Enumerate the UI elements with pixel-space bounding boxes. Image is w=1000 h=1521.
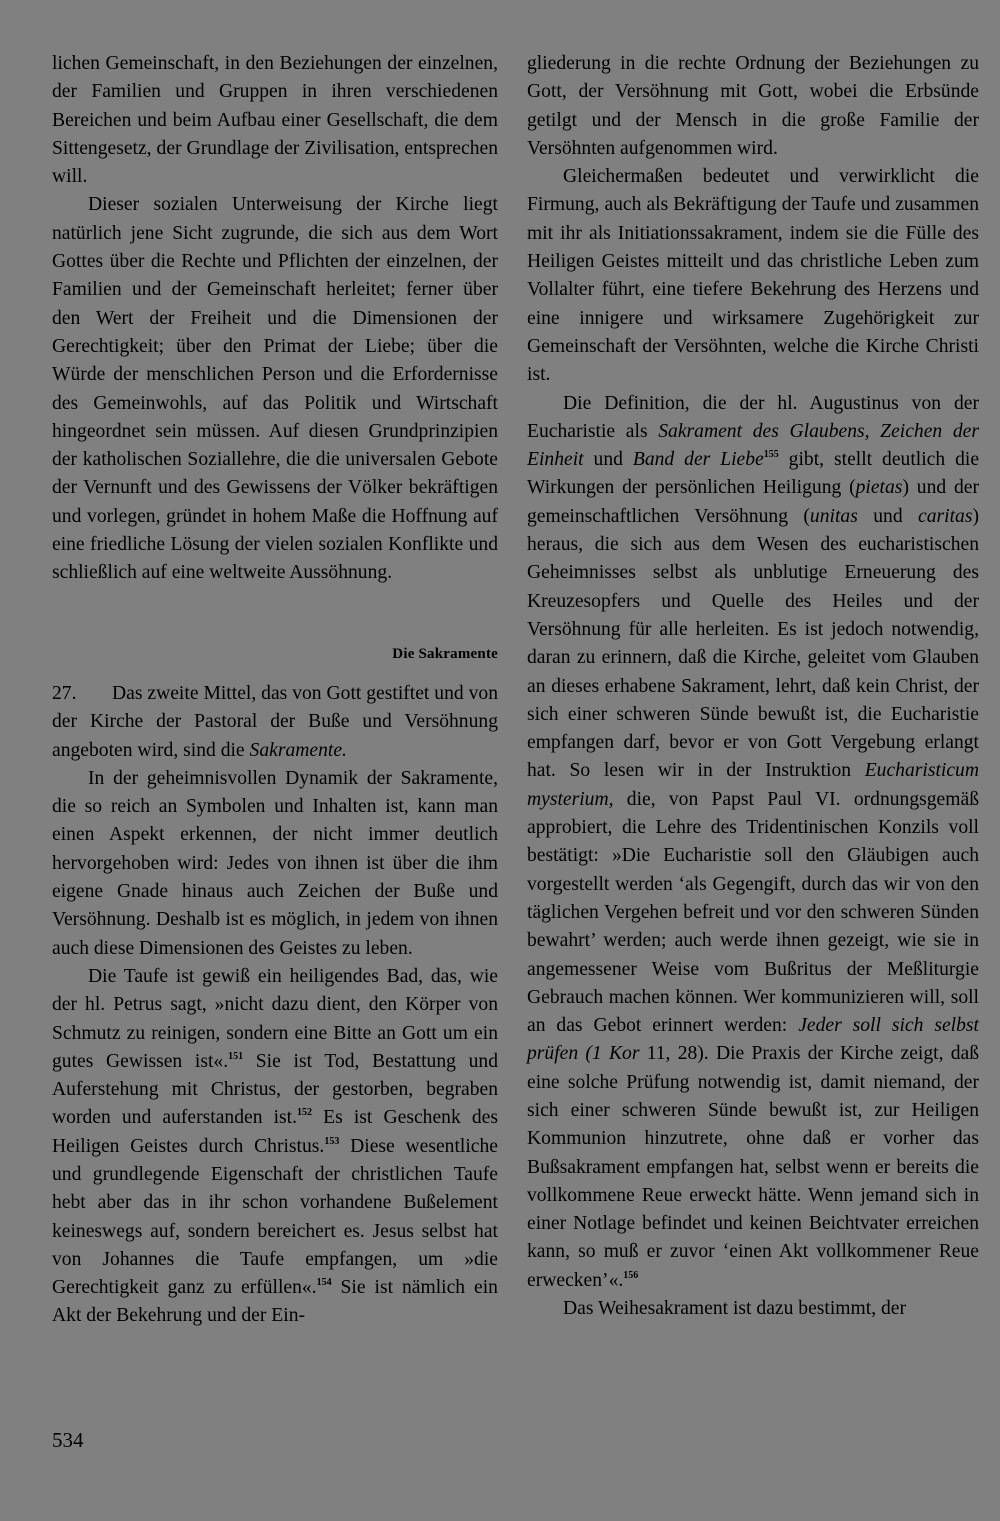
emphasis: Sakrament des Glaubens, Zeichen der Einheit bbox=[527, 420, 979, 471]
paragraph-text: Sie ist nämlich ein Akt der Bekehrung und der Ein- bbox=[52, 1277, 498, 1327]
paragraph: In der geheimnisvollen Dynamik der Sakramente, die so reich an Symbolen und Inhalten ist, kann man einen Aspekt erkennen, der nicht immer deutlich hervorgehoben wird: Jedes von ihnen ist über die ihm eigene Gnade hinaus auch Zeichen der Buße und Versöhnung. Deshalb ist es möglich, in jedem von ihnen auch diese Dimensionen des Geistes zu leben. bbox=[52, 767, 498, 959]
paragraph-number: 27. bbox=[52, 682, 77, 704]
paragraph-text: ) heraus, die sich aus dem Wesen des eucharistischen Geheimnisses selbst als unblutige Erneuerung des Kreuzesopfers und Quelle des Heiles und der Versöhnung für alle herleiten. Es ist jedoch notwendig, daran zu erinnern, daß die Kirche, geleitet vom Glauben an dieses erhabene Sakrament, lehrt, daß kein Christ, der sich einer schweren Sünde bewußt ist, die Eucharistie empfangen darf, bevor er von Gott Vergebung erlangt hat. So lesen wir in der Instruktion bbox=[527, 505, 979, 782]
emphasis: Eucharisticum mysterium, bbox=[527, 760, 979, 810]
page-number: 534 bbox=[52, 1428, 84, 1452]
paragraph-text: gibt, stellt deutlich die Wirkungen der persönlichen Heiligung ( bbox=[527, 449, 980, 499]
paragraph bbox=[52, 680, 498, 765]
emphasis: Sakramente. bbox=[249, 739, 347, 761]
paragraph: Das Weihesakrament ist dazu bestimmt, der bbox=[563, 1298, 907, 1320]
paragraph: lichen Gemeinschaft, in den Beziehungen der einzelnen, der Familien und Gruppen in ihren verschiedenen Bereichen und beim Aufbau einer Gesellschaft, die dem Sittengesetz, der Grundlage der Zivilisation, entsprechen will. bbox=[52, 53, 498, 188]
emphasis: Band der Liebe bbox=[632, 449, 764, 471]
paragraph bbox=[52, 963, 498, 1331]
paragraph-text: Es ist Geschenk des Heiligen Geistes durch Christus. bbox=[52, 1107, 498, 1157]
paragraph-text: und bbox=[857, 505, 919, 527]
paragraph-text: Die Taufe ist gewiß ein heiligendes Bad, das, wie der hl. Petrus sagt, »nicht dazu dient, den Körper von Schmutz zu reinigen, sondern eine Bitte an Gott um ein gutes Gewissen ist«. bbox=[52, 965, 498, 1072]
paragraph-text: Sie ist Tod, Bestattung und Auferstehung mit Christus, der gestorben, begraben worden und auferstanden ist. bbox=[52, 1050, 498, 1129]
paragraph-text: und bbox=[583, 449, 633, 471]
paragraph: Dieser sozialen Unterweisung der Kirche liegt natürlich jene Sicht zugrunde, die sich aus dem Wort Gottes über die Rechte und Pflichten der einzelnen, der Familien und der Gemeinschaft herleitet; ferner über den Wert der Freiheit und die Dimensionen der Gerechtigkeit; über den Primat der Liebe; über die Würde der menschlichen Person und die Erfordernisse des Gemeinwohls, auf das Politik und Wirtschaft hingeordnet sein müssen. Auf diesen Grundprinzipien der katholischen Soziallehre, die die universalen Gebote der Vernunft und des Gewissens der Völker bekräftigen und vorlegen, gründet in hohem Maße die Hoffnung auf eine friedliche Lösung der vielen sozialen Konflikte und schließlich auf eine weltweite Aussöhnung. bbox=[52, 194, 498, 584]
emphasis: unitas bbox=[809, 505, 858, 527]
paragraph-text: Diese wesentliche und grundlegende Eigenschaft der christlichen Taufe hebt aber das in ihr schon vorhandene Bußelement keineswegs auf, sondern bereichert es. Jesus selbst hat von Johannes die Taufe empfangen, um »die Gerechtigkeit ganz zu erfüllen«. bbox=[52, 1135, 498, 1299]
footnote-ref: 154 bbox=[316, 1277, 332, 1289]
paragraph: gliederung in die rechte Ordnung der Beziehungen zu Gott, der Versöhnung mit Gott, wobei die Erbsünde getilgt und der Mensch in die große Familie der Versöhnten aufgenommen wird. bbox=[527, 53, 979, 159]
paragraph-text: Die Definition, die der hl. Augustinus von der Eucharistie als bbox=[527, 392, 979, 442]
footnote-ref: 151 bbox=[228, 1050, 244, 1062]
emphasis: Jeder soll sich selbst prüfen (1 Kor bbox=[527, 1015, 979, 1065]
paragraph-text: Das zweite Mittel, das von Gott gestiftet und von der Kirche der Pastoral der Buße und Versöhnung angeboten wird, sind die bbox=[52, 682, 498, 761]
paragraph-text: ) und der gemeinschaftlichen Versöhnung ( bbox=[527, 477, 979, 527]
section-heading: Die Sakramente bbox=[392, 645, 498, 662]
paragraph-text: 11, 28). Die Praxis der Kirche zeigt, daß eine solche Prüfung notwendig ist, damit niemand, der sich einer schweren Sünde bewußt ist, zur Heiligen Kommunion hinzutrete, ohne daß er vorher das Bußsakrament empfangen hat, selbst wenn er bereits die vollkommene Reue erweckt hätte. Wenn jemand sich in einer Notlage befindet und keinen Beichtvater erreichen kann, so muß er zuvor ‘einen Akt vollkommener Reue erwecken’«. bbox=[527, 1043, 980, 1291]
emphasis: caritas bbox=[918, 505, 973, 527]
footnote-ref: 152 bbox=[297, 1107, 313, 1119]
footnote-ref: 155 bbox=[763, 449, 779, 461]
paragraph-text: die, von Papst Paul VI. ordnungsgemäß approbiert, die Lehre des Tridentinischen Konzils voll bestätigt: »Die Eucharistie soll den Gläubigen auch vorgestellt werden ‘als Gegengift, durch das wir von den täglichen Vergehen befreit und vor den schweren Sünden bewahrt’ werden; auch werde ihnen gezeigt, wie sie in angemessener Weise vom Bußritus der Meßliturgie Gebrauch machen können. Wer kommunizieren will, soll an das Gebot erinnert werden: bbox=[527, 788, 979, 1037]
paragraph: Gleichermaßen bedeutet und verwirklicht die Firmung, auch als Bekräftigung der Taufe und zusammen mit ihr als Initiationssakrament, indem sie die Fülle des Heiligen Geistes mitteilt und das christliche Leben zum Vollalter führt, eine tiefere Bekehrung des Herzens und eine innigere und wirksamere Zugehörigkeit zur Gemeinschaft der Versöhnten, welche die Kirche Christi ist. bbox=[527, 166, 979, 386]
left-column bbox=[52, 50, 498, 1331]
footnote-ref: 153 bbox=[324, 1135, 340, 1147]
footnote-ref: 156 bbox=[623, 1269, 639, 1281]
emphasis: pietas bbox=[855, 477, 903, 499]
paragraph bbox=[527, 390, 979, 1296]
right-column bbox=[527, 50, 979, 1323]
